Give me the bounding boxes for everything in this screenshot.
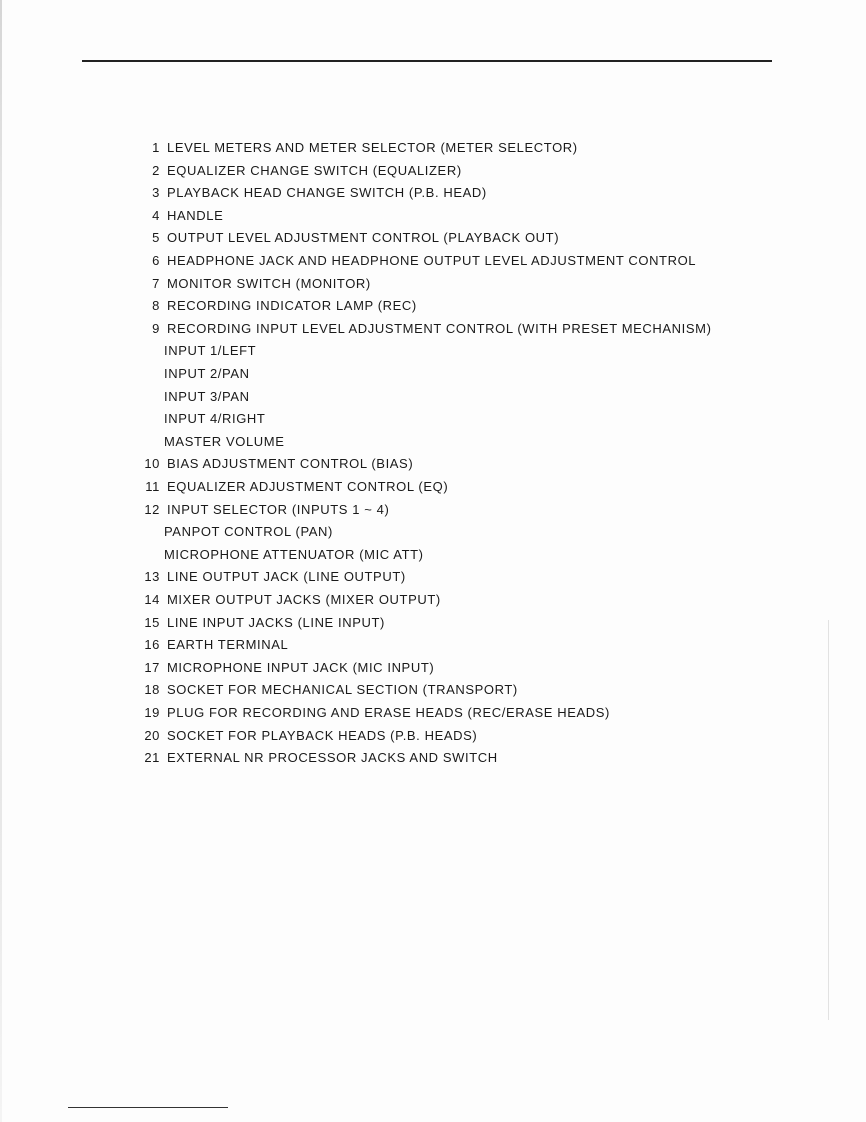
item-number: 14 — [144, 592, 160, 607]
item-label: INPUT 1/LEFT — [164, 343, 257, 358]
item-number: 17 — [144, 660, 160, 675]
item-number: 3 — [152, 185, 160, 200]
item-number: 16 — [144, 637, 160, 652]
list-item — [130, 567, 406, 587]
list-item — [130, 477, 448, 497]
list-item — [130, 319, 712, 339]
item-label: MONITOR SWITCH (MONITOR) — [167, 276, 371, 291]
list-item — [130, 500, 389, 520]
list-subitem — [130, 341, 256, 361]
list-item — [130, 138, 578, 158]
footer-rule — [68, 1107, 228, 1108]
item-number: 1 — [152, 140, 160, 155]
item-label: RECORDING INPUT LEVEL ADJUSTMENT CONTROL (WITH PRESET MECHANISM) — [167, 321, 712, 336]
item-label: LINE OUTPUT JACK (LINE OUTPUT) — [167, 569, 406, 584]
list-item — [130, 703, 610, 723]
item-label: BIAS ADJUSTMENT CONTROL (BIAS) — [167, 456, 414, 471]
item-number: 2 — [152, 163, 160, 178]
item-label: HANDLE — [167, 208, 224, 223]
item-label: MASTER VOLUME — [164, 434, 285, 449]
header-rule — [82, 60, 772, 62]
item-label: RECORDING INDICATOR LAMP (REC) — [167, 298, 417, 313]
list-item — [130, 206, 223, 226]
item-number: 20 — [144, 728, 160, 743]
item-label: LEVEL METERS AND METER SELECTOR (METER SELECTOR) — [167, 140, 578, 155]
item-number: 18 — [144, 682, 160, 697]
list-item — [130, 590, 441, 610]
item-label: LINE INPUT JACKS (LINE INPUT) — [167, 615, 385, 630]
scan-left-edge — [0, 0, 2, 1122]
item-number: 21 — [144, 750, 160, 765]
item-number: 11 — [145, 479, 160, 494]
item-number: 12 — [144, 502, 160, 517]
item-number: 7 — [152, 276, 160, 291]
item-number: 13 — [144, 569, 160, 584]
item-label: HEADPHONE JACK AND HEADPHONE OUTPUT LEVEL ADJUSTMENT CONTROL — [167, 253, 697, 268]
item-number: 9 — [152, 321, 160, 336]
item-label: SOCKET FOR MECHANICAL SECTION (TRANSPORT) — [167, 682, 518, 697]
list-subitem — [130, 432, 284, 452]
list-subitem — [130, 387, 250, 407]
list-subitem — [130, 409, 265, 429]
list-item — [130, 183, 487, 203]
list-item — [130, 228, 559, 248]
list-item — [130, 296, 417, 316]
item-label: MICROPHONE ATTENUATOR (MIC ATT) — [164, 547, 424, 562]
item-number: 15 — [144, 615, 160, 630]
item-label: PANPOT CONTROL (PAN) — [164, 524, 333, 539]
list-item — [130, 635, 288, 655]
list-item — [130, 680, 518, 700]
item-number: 10 — [144, 456, 160, 471]
item-label: EQUALIZER CHANGE SWITCH (EQUALIZER) — [167, 163, 462, 178]
item-label: OUTPUT LEVEL ADJUSTMENT CONTROL (PLAYBACK OUT) — [167, 230, 560, 245]
list-item — [130, 251, 696, 271]
item-label: INPUT SELECTOR (INPUTS 1 ~ 4) — [167, 502, 390, 517]
item-label: EARTH TERMINAL — [167, 637, 289, 652]
item-label: EXTERNAL NR PROCESSOR JACKS AND SWITCH — [167, 750, 498, 765]
item-label: PLUG FOR RECORDING AND ERASE HEADS (REC/ERASE HEADS) — [167, 705, 610, 720]
item-label: MICROPHONE INPUT JACK (MIC INPUT) — [167, 660, 435, 675]
list-item — [130, 454, 413, 474]
list-item — [130, 748, 498, 768]
list-item — [130, 274, 371, 294]
item-label: INPUT 2/PAN — [164, 366, 250, 381]
item-number: 5 — [152, 230, 160, 245]
item-number: 6 — [152, 253, 160, 268]
item-number: 19 — [144, 705, 160, 720]
item-number: 8 — [152, 298, 160, 313]
item-label: INPUT 3/PAN — [164, 389, 250, 404]
list-item — [130, 726, 477, 746]
list-subitem — [130, 522, 333, 542]
list-item — [130, 161, 462, 181]
list-subitem — [130, 545, 424, 565]
item-label: INPUT 4/RIGHT — [164, 411, 266, 426]
item-label: PLAYBACK HEAD CHANGE SWITCH (P.B. HEAD) — [167, 185, 487, 200]
item-label: SOCKET FOR PLAYBACK HEADS (P.B. HEADS) — [167, 728, 478, 743]
item-label: EQUALIZER ADJUSTMENT CONTROL (EQ) — [167, 479, 449, 494]
item-number: 4 — [152, 208, 160, 223]
list-subitem — [130, 364, 250, 384]
scan-right-edge — [828, 620, 829, 1020]
list-item — [130, 658, 434, 678]
list-item — [130, 613, 385, 633]
item-label: MIXER OUTPUT JACKS (MIXER OUTPUT) — [167, 592, 441, 607]
